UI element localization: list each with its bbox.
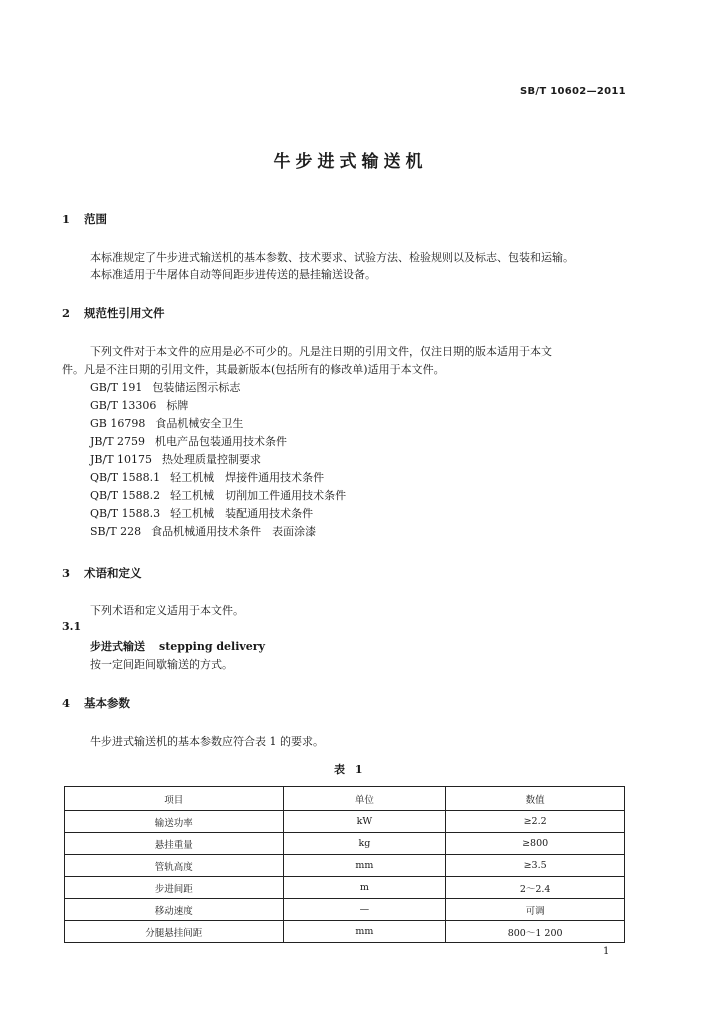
section-4-heading — [62, 695, 130, 711]
term-english: stepping delivery — [159, 640, 265, 653]
standard-code: SB/T 10602—2011 — [520, 86, 626, 97]
section-title: 规范性引用文件 — [84, 306, 165, 320]
term-number: 3.1 — [62, 620, 82, 633]
section-title: 术语和定义 — [84, 566, 142, 580]
table-cell: mm — [283, 921, 446, 943]
section-3-heading — [62, 565, 142, 581]
term-chinese: 步进式输送 — [90, 640, 145, 653]
reference-code: GB 16798 — [90, 417, 146, 430]
section-number: 4 — [62, 696, 71, 710]
document-title: 牛步进式输送机 — [273, 152, 428, 172]
table-cell: 悬挂重量 — [65, 833, 284, 855]
reference-name: 标牌 — [166, 399, 189, 412]
reference-item — [90, 415, 243, 431]
page-number: 1 — [603, 946, 610, 957]
table-cell: m — [283, 877, 446, 899]
table-cell: ≥3.5 — [446, 855, 625, 877]
table-row — [65, 833, 625, 855]
table-header-cell: 项目 — [65, 787, 284, 811]
reference-name: 食品机械安全卫生 — [155, 417, 244, 430]
table-row — [65, 921, 625, 943]
reference-name: 轻工机械 装配通用技术条件 — [170, 507, 314, 520]
reference-code: QB/T 1588.1 — [90, 471, 161, 484]
table-cell: mm — [283, 855, 446, 877]
section-1-heading — [62, 211, 107, 227]
table-cell: 管轨高度 — [65, 855, 284, 877]
reference-name: 机电产品包装通用技术条件 — [155, 435, 288, 448]
table-cell: 输送功率 — [65, 811, 284, 833]
reference-code: JB/T 2759 — [90, 435, 146, 448]
reference-name: 轻工机械 焊接件通用技术条件 — [170, 471, 325, 484]
reference-name: 轻工机械 切削加工件通用技术条件 — [170, 489, 347, 502]
table-cell: ≥800 — [446, 833, 625, 855]
table-cell: kW — [283, 811, 446, 833]
section-2-heading — [62, 305, 165, 321]
table-header-row — [65, 787, 625, 811]
table-header-cell: 数值 — [446, 787, 625, 811]
table-row — [65, 877, 625, 899]
reference-code: GB/T 13306 — [90, 399, 157, 412]
table-header-cell: 单位 — [283, 787, 446, 811]
section-1-paragraph-1: 本标准规定了牛步进式输送机的基本参数、技术要求、试验方法、检验规则以及标志、包装和运输。 — [90, 251, 574, 264]
section-number: 1 — [62, 212, 71, 226]
table-caption: 表 1 — [334, 763, 366, 776]
reference-name: 包装储运图示标志 — [152, 381, 241, 394]
reference-item — [90, 469, 324, 485]
section-1-paragraph-2: 本标准适用于牛屠体自动等间距步进传送的悬挂输送设备。 — [90, 268, 376, 281]
term-entry — [90, 638, 265, 654]
table-cell: 步进间距 — [65, 877, 284, 899]
reference-code: GB/T 191 — [90, 381, 143, 394]
section-2-intro-line-2: 件。凡是不注日期的引用文件，其最新版本(包括所有的修改单)适用于本文件。 — [62, 363, 445, 376]
reference-code: JB/T 10175 — [90, 453, 153, 466]
section-title: 基本参数 — [84, 696, 130, 710]
section-3-intro: 下列术语和定义适用于本文件。 — [90, 604, 244, 617]
table-row — [65, 899, 625, 921]
section-2-intro-line-1: 下列文件对于本文件的应用是必不可少的。凡是注日期的引用文件，仅注日期的版本适用于本文 — [90, 345, 552, 358]
parameters-table — [64, 786, 625, 943]
section-number: 2 — [62, 306, 71, 320]
reference-name: 热处理质量控制要求 — [162, 453, 262, 466]
table-row — [65, 855, 625, 877]
reference-item — [90, 523, 316, 539]
table-cell: ≥2.2 — [446, 811, 625, 833]
table-cell: — — [283, 899, 446, 921]
table-cell: 2～2.4 — [446, 877, 625, 899]
reference-item — [90, 433, 287, 449]
reference-item — [90, 487, 346, 503]
section-4-intro: 牛步进式输送机的基本参数应符合表 1 的要求。 — [90, 735, 324, 748]
reference-item — [90, 451, 261, 467]
reference-code: QB/T 1588.3 — [90, 507, 161, 520]
reference-code: SB/T 228 — [90, 525, 142, 538]
reference-name: 食品机械通用技术条件 表面涂漆 — [151, 525, 317, 538]
reference-item — [90, 505, 313, 521]
section-title: 范围 — [84, 212, 107, 226]
reference-code: QB/T 1588.2 — [90, 489, 161, 502]
reference-item — [90, 397, 188, 413]
term-definition: 按一定间距间歇输送的方式。 — [90, 658, 233, 671]
table-cell: 分腿悬挂间距 — [65, 921, 284, 943]
reference-item — [90, 379, 240, 395]
table-row — [65, 811, 625, 833]
table-cell: 800～1 200 — [446, 921, 625, 943]
table-cell: 可调 — [446, 899, 625, 921]
section-number: 3 — [62, 566, 71, 580]
table-cell: kg — [283, 833, 446, 855]
table-cell: 移动速度 — [65, 899, 284, 921]
